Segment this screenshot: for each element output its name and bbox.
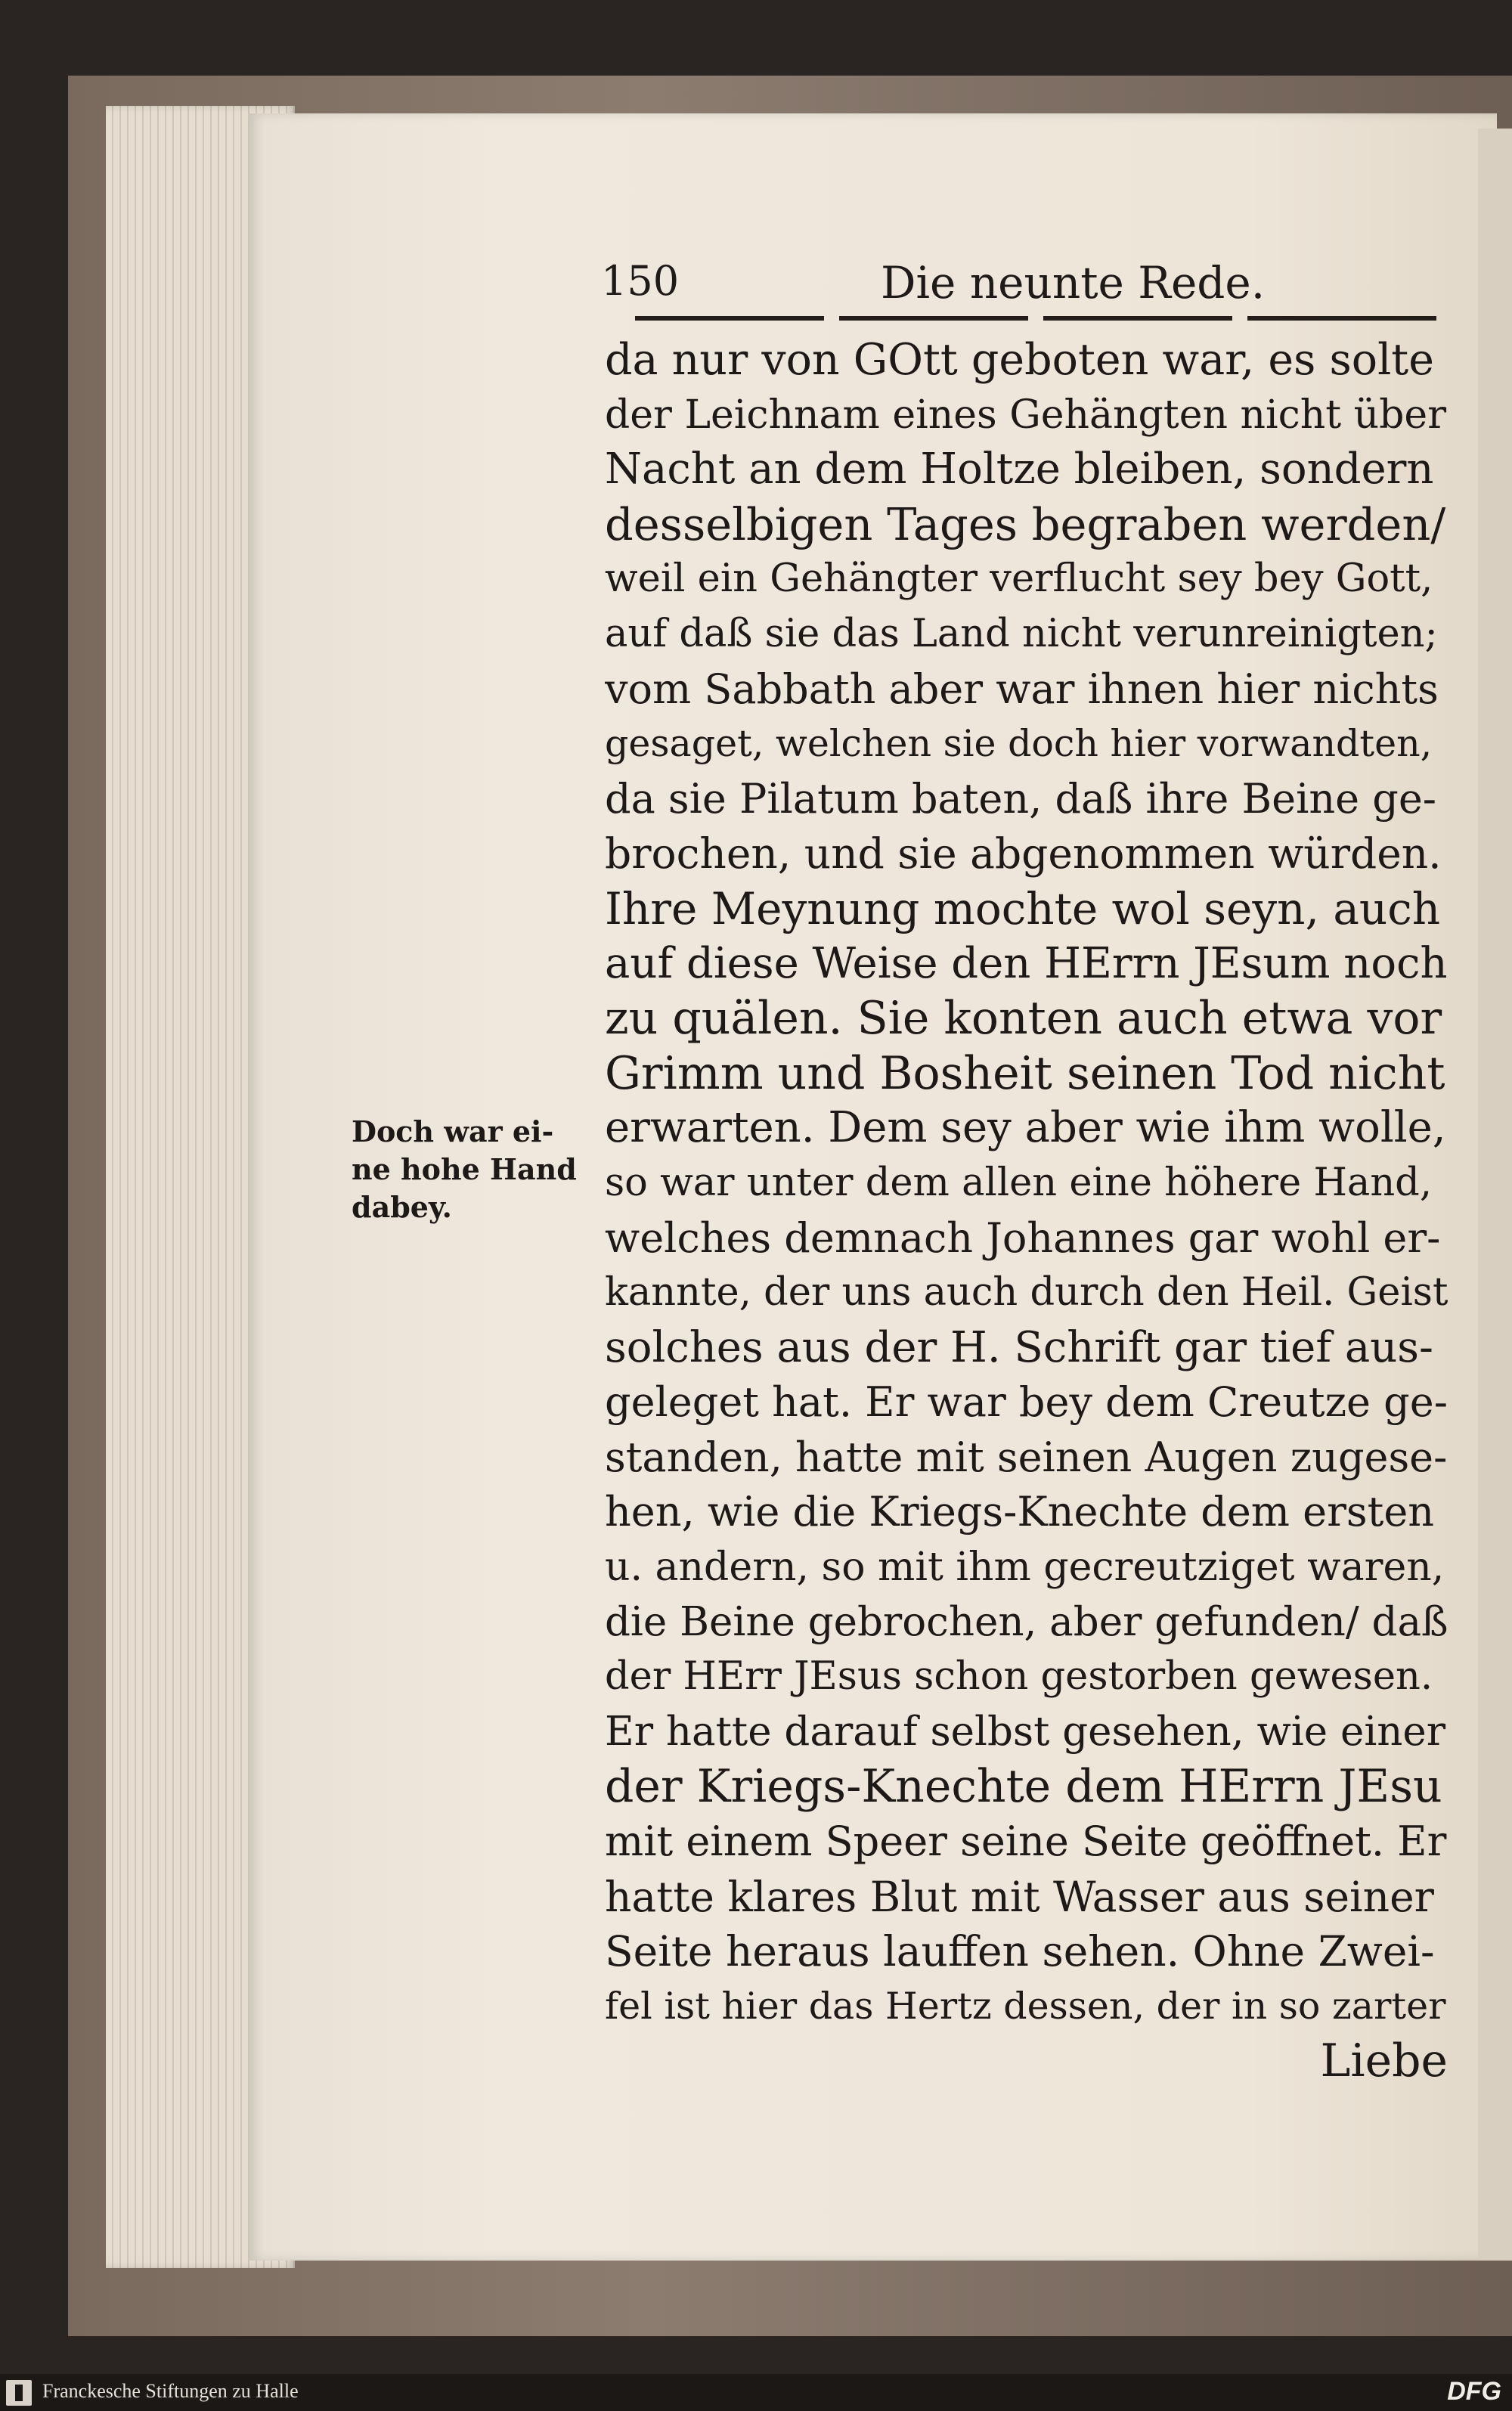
text-line: brochen, und sie abgenommen würden. xyxy=(605,829,1442,879)
text-line: hatte klares Blut mit Wasser aus seiner xyxy=(605,1872,1434,1921)
footer-brand: DFG xyxy=(1447,2377,1501,2406)
text-line: u. andern, so mit ihm gecreutziget waren, xyxy=(605,1545,1445,1591)
text-line: der Leichnam eines Gehängten nicht über xyxy=(605,392,1447,438)
text-line: auf daß sie das Land nicht verunreinigten; xyxy=(605,611,1438,656)
text-line: die Beine gebrochen, aber gefunden/ daß xyxy=(605,1598,1448,1645)
footer-bar xyxy=(0,2374,1512,2411)
text-line: Grimm und Bosheit seinen Tod nicht xyxy=(605,1046,1445,1100)
text-line: der HErr JEsus schon gestorben gewesen. xyxy=(605,1654,1433,1700)
text-line: auf diese Weise den HErrn JEsum noch xyxy=(605,938,1448,988)
running-head: Die neunte Rede. xyxy=(881,257,1266,308)
marginal-note-line: Doch war ei- xyxy=(352,1114,554,1148)
next-page-edge xyxy=(1478,129,1512,2261)
marginal-note xyxy=(352,1113,593,1226)
text-line: erwarten. Dem sey aber wie ihm wolle, xyxy=(605,1103,1446,1153)
text-line: Liebe xyxy=(1320,2034,1448,2088)
text-line: weil ein Gehängter verflucht sey bey Gott, xyxy=(605,556,1433,602)
body-text xyxy=(605,333,1448,2089)
marginal-note-line: dabey. xyxy=(352,1190,452,1224)
text-line: solches aus der H. Schrift gar tief aus- xyxy=(605,1322,1433,1372)
text-line: da sie Pilatum baten, daß ihre Beine ge- xyxy=(605,774,1437,823)
footer-credit: Franckesche Stiftungen zu Halle xyxy=(42,2380,299,2402)
marginal-note-line: ne hohe Hand xyxy=(352,1152,577,1186)
page-number: 150 xyxy=(601,257,680,305)
text-line: Ihre Meynung mochte wol seyn, auch xyxy=(605,882,1441,934)
institution-logo-icon xyxy=(6,2380,32,2406)
text-line: welches demnach Johannes gar wohl er- xyxy=(605,1213,1441,1262)
text-line: da nur von GOtt geboten war, es solte xyxy=(605,335,1434,385)
text-line: Seite heraus lauffen sehen. Ohne Zwei- xyxy=(605,1927,1435,1976)
text-line: vom Sabbath aber war ihnen hier nichts xyxy=(605,665,1439,713)
text-line: Er hatte darauf selbst gesehen, wie einer xyxy=(605,1708,1446,1755)
text-line: kannte, der uns auch durch den Heil. Geist xyxy=(605,1270,1448,1316)
text-line: zu quälen. Sie konten auch etwa vor xyxy=(605,992,1442,1046)
text-line: der Kriegs-Knechte dem HErrn JEsu xyxy=(605,1760,1442,1814)
text-line: standen, hatte mit seinen Augen zugese- xyxy=(605,1433,1448,1481)
text-line: hen, wie die Kriegs-Knechte dem ersten xyxy=(605,1488,1435,1536)
text-line: gesaget, welchen sie doch hier vorwandten, xyxy=(605,722,1433,766)
text-line: so war unter dem allen eine höhere Hand, xyxy=(605,1160,1433,1205)
text-line: mit einem Speer seine Seite geöffnet. Er xyxy=(605,1818,1447,1866)
text-line: geleget hat. Er war bey dem Creutze ge- xyxy=(605,1378,1448,1427)
text-line: desselbigen Tages begraben werden/ xyxy=(605,497,1446,550)
text-line: fel ist hier das Hertz dessen, der in so zarter xyxy=(605,1984,1446,2028)
header-rule xyxy=(635,316,1444,321)
text-line: Nacht an dem Holtze bleiben, sondern xyxy=(605,445,1434,494)
page-header xyxy=(601,257,1433,310)
